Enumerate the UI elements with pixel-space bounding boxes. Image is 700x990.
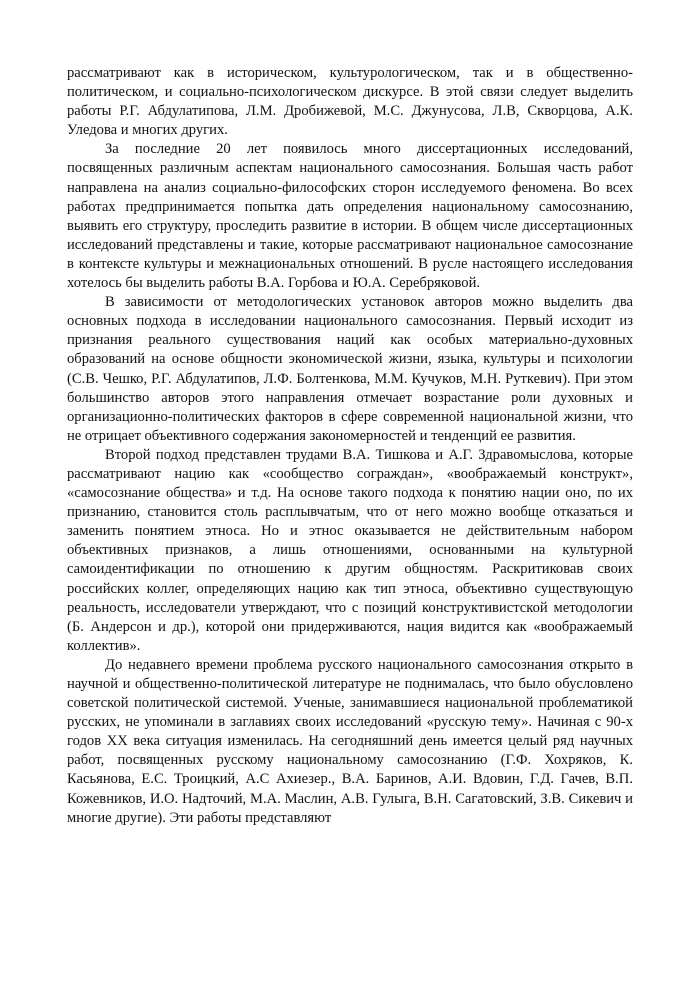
document-page: [67, 64, 633, 828]
paragraph-1: рассматривают как в историческом, культурологическом, так и в общественно-политическом, и социально-психологическом дискурсе. В этой связи следует выделить работы Р.Г. Абдулатипова, Л.М. Дробижевой, М.С. Джунусова, Л.В, Скворцова, А.К. Уледова и многих других.: [67, 65, 633, 139]
paragraph-3: В зависимости от методологических установок авторов можно выделить два основных подхода в исследовании национального самосознания. Первый исходит из признания реального существования наций как особых материально-духовных образований на основе общности экономической жизни, языка, культуры и психологии (С.В. Чешко, Р.Г. Абдулатипов, Л.Ф. Болтенкова, М.М. Кучуков, М.Н. Руткевич). При этом большинство авторов этого направления отмечает возрастание роли духовных и организационно-политических факторов в сфере современной национальной жизни, что не отрицает объективного содержания закономерностей и тенденций ее развития.: [67, 294, 633, 444]
paragraph-5: До недавнего времени проблема русского национального самосознания открыто в научной и общественно-политической литературе не поднималась, что было обусловлено советской политической системой. Ученые, занимавшиеся национальной проблематикой русских, не упоминали в заглавиях своих исследований «русскую тему». Начиная с 90-х годов XX века ситуация изменилась. На сегодняшний день имеется целый ряд научных работ, посвященных русскому национальному самосознанию (Г.Ф. Хохряков, К. Касьянова, Е.С. Троицкий, А.С Ахиезер., В.А. Баринов, А.И. Вдовин, Г.Д. Гачев, В.П. Кожевников, И.О. Надточий, М.А. Маслин, А.В. Гулыга, В.Н. Сагатовский, З.В. Сикевич и многие другие). Эти работы представляют: [67, 656, 633, 826]
paragraph-2: За последние 20 лет появилось много диссертационных исследований, посвященных различным аспектам национального самосознания. Большая часть работ направлена на анализ социально-философских сторон исследуемого феномена. Во всех работах предпринимается попытка дать определения национальному самосознанию, выявить его структуру, проследить развитие в истории. В общем числе диссертационных исследований представлены и такие, которые рассматривают национальное самосознание в контексте культуры и межнациональных отношений. В русле настоящего исследования хотелось бы выделить работы В.А. Горбова и Ю.А. Серебряковой.: [67, 141, 633, 292]
paragraph-4: Второй подход представлен трудами В.А. Тишкова и А.Г. Здравомыслова, которые рассматривают нацию как «сообщество сограждан», «воображаемый конструкт», «самосознание общества» и т.д. На основе такого подхода к понятию нации оно, по их признанию, становится столь расплывчатым, что от него можно вообще отказаться и заменить понятием этноса. Но и этнос оказывается не действительным набором объективных признаков, а лишь отношениями, основанными на культурной самоидентификации по отношению к другим общностям. Раскритиковав своих российских коллег, определяющих нацию как тип этноса, объективно существующую реальность, исследователи утверждают, что с позиций конструктивистской методологии (Б. Андерсон и др.), которой они придерживаются, нация видится как «воображаемый коллектив».: [67, 446, 633, 654]
